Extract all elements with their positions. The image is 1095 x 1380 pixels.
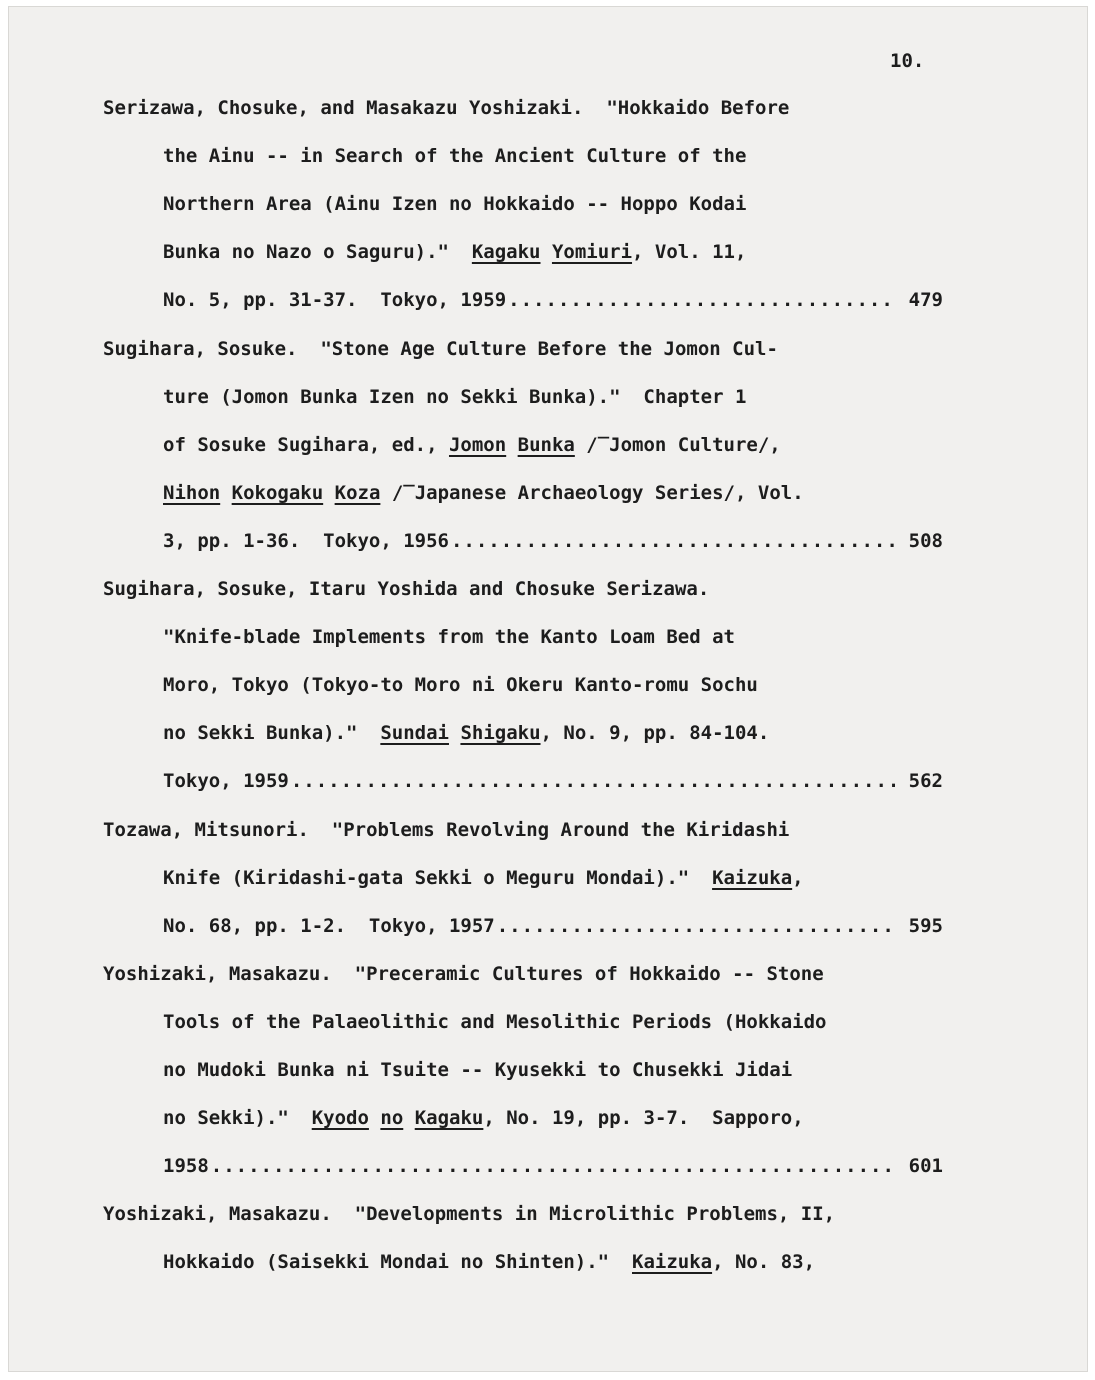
citation-text: , (792, 866, 804, 889)
dot-leader (495, 902, 895, 950)
bib-entry-line (163, 276, 943, 324)
underlined-title: Kagaku (414, 1107, 484, 1130)
citation-text (541, 241, 552, 263)
bib-entry-line (163, 373, 943, 421)
document-page (8, 6, 1088, 1372)
page-reference: 508 (908, 529, 943, 552)
underlined-title: Kyodo (311, 1107, 369, 1130)
bib-entry-line (163, 421, 943, 469)
underlined-title: Shigaku (460, 722, 541, 745)
bib-entry-line (163, 228, 943, 276)
citation-text: /‾Jomon Culture/, (574, 433, 781, 456)
page-number: 10. (890, 50, 925, 72)
bib-entry-line (163, 757, 943, 805)
underlined-title: Yomiuri (551, 241, 633, 264)
citation-text (403, 1107, 414, 1129)
citation-text: Yoshizaki, Masakazu. "Preceramic Cultures of Hokkaido -- Stone (103, 962, 824, 985)
bib-entry-first-line (103, 1190, 943, 1238)
underlined-title: Kagaku (471, 241, 541, 264)
citation-text: 3, pp. 1-36. Tokyo, 1956 (163, 529, 449, 552)
bib-entry-line (163, 517, 943, 565)
citation-text: , No. 83, (712, 1251, 816, 1274)
underlined-title: Sundai (380, 722, 449, 745)
citation-text: No. 68, pp. 1-2. Tokyo, 1957 (163, 914, 495, 937)
citation-text: Moro, Tokyo (Tokyo-to Moro ni Okeru Kanto-romu Sochu (163, 674, 758, 697)
bib-entry-text (163, 902, 495, 950)
citation-text: the Ainu -- in Search of the Ancient Culture of the (163, 145, 747, 168)
citation-text: Tozawa, Mitsunori. "Problems Revolving Around the Kiridashi (103, 818, 790, 841)
page-reference: 601 (908, 1155, 943, 1178)
citation-text: Knife (Kiridashi-gata Sekki o Meguru Mondai)." (163, 866, 713, 889)
bib-entry-first-line (103, 84, 943, 132)
underlined-title: Jomon (448, 433, 507, 456)
citation-text: Bunka no Nazo o Saguru)." (163, 241, 472, 264)
underlined-title: Kokogaku (231, 481, 324, 504)
citation-text: 1958 (163, 1155, 209, 1178)
bib-entry-text (163, 1142, 209, 1190)
page-reference: 562 (908, 770, 943, 793)
citation-text: Serizawa, Chosuke, and Masakazu Yoshizaki. "Hokkaido Before (103, 97, 790, 119)
bib-entry-text (163, 757, 289, 805)
bib-entry-first-line (103, 565, 943, 613)
citation-text: , No. 19, pp. 3-7. Sapporo, (483, 1107, 804, 1130)
citation-text: No. 5, pp. 31-37. Tokyo, 1959 (163, 289, 507, 312)
bib-entry-line (163, 469, 943, 517)
bib-entry-text (163, 517, 449, 565)
citation-text: ture (Jomon Bunka Izen no Sekki Bunka)." Chapter 1 (163, 385, 747, 408)
citation-text: Tokyo, 1959 (163, 770, 289, 793)
citation-text: of Sosuke Sugihara, ed., (163, 433, 449, 456)
underlined-title: Koza (334, 481, 381, 504)
bib-entry-line (163, 1046, 943, 1094)
bib-entry-line (163, 180, 943, 228)
citation-text: Northern Area (Ainu Izen no Hokkaido -- Hoppo Kodai (163, 193, 747, 216)
bib-entry-line (163, 902, 943, 950)
underlined-title: Kaizuka (632, 1251, 713, 1274)
bib-entry-line (163, 854, 943, 902)
citation-text: no Sekki Bunka)." (163, 722, 381, 745)
bib-entry-line (163, 613, 943, 661)
citation-text (506, 434, 517, 456)
dot-leader (209, 1142, 895, 1190)
citation-text (323, 482, 334, 504)
underlined-title: Kaizuka (712, 866, 793, 889)
bib-entry-first-line (103, 806, 943, 854)
citation-text (449, 722, 460, 744)
citation-text: "Knife-blade Implements from the Kanto Loam Bed at (163, 626, 735, 649)
bib-entry-first-line (103, 325, 943, 373)
citation-text: Sugihara, Sosuke, Itaru Yoshida and Chosuke Serizawa. (103, 578, 710, 600)
citation-text: Sugihara, Sosuke. "Stone Age Culture Before the Jomon Cul- (103, 337, 778, 360)
underlined-title: Bunka (517, 433, 575, 456)
citation-text: , No. 9, pp. 84-104. (540, 722, 770, 745)
page-reference: 479 (908, 289, 943, 312)
dot-leader (506, 276, 895, 324)
page-reference: 595 (908, 914, 943, 937)
citation-text: no Sekki)." (163, 1107, 312, 1130)
citation-text (369, 1107, 380, 1129)
citation-text: Hokkaido (Saisekki Mondai no Shinten)." (163, 1251, 632, 1274)
bib-entry-line (163, 132, 943, 180)
bib-entry-line (163, 709, 943, 757)
citation-text: no Mudoki Bunka ni Tsuite -- Kyusekki to Chusekki Jidai (163, 1059, 793, 1081)
citation-text: /‾Japanese Archaeology Series/, Vol. (380, 481, 804, 504)
bib-entry-line (163, 998, 943, 1046)
citation-text: Tools of the Palaeolithic and Mesolithic Periods (Hokkaido (163, 1010, 827, 1033)
bib-entry-line (163, 661, 943, 709)
bib-entry-line (163, 1142, 943, 1190)
dot-leader (449, 517, 895, 565)
citation-text: Yoshizaki, Masakazu. "Developments in Microlithic Problems, II, (103, 1203, 836, 1226)
bib-entry-line (163, 1094, 943, 1142)
underlined-title: no (380, 1107, 404, 1130)
bib-entry-first-line (103, 950, 943, 998)
underlined-title: Nihon (163, 481, 221, 504)
bib-entry-text (163, 276, 506, 324)
bib-entry-line (163, 1238, 943, 1286)
citation-text: , Vol. 11, (632, 241, 747, 264)
citation-text (220, 482, 231, 504)
dot-leader (289, 757, 895, 805)
